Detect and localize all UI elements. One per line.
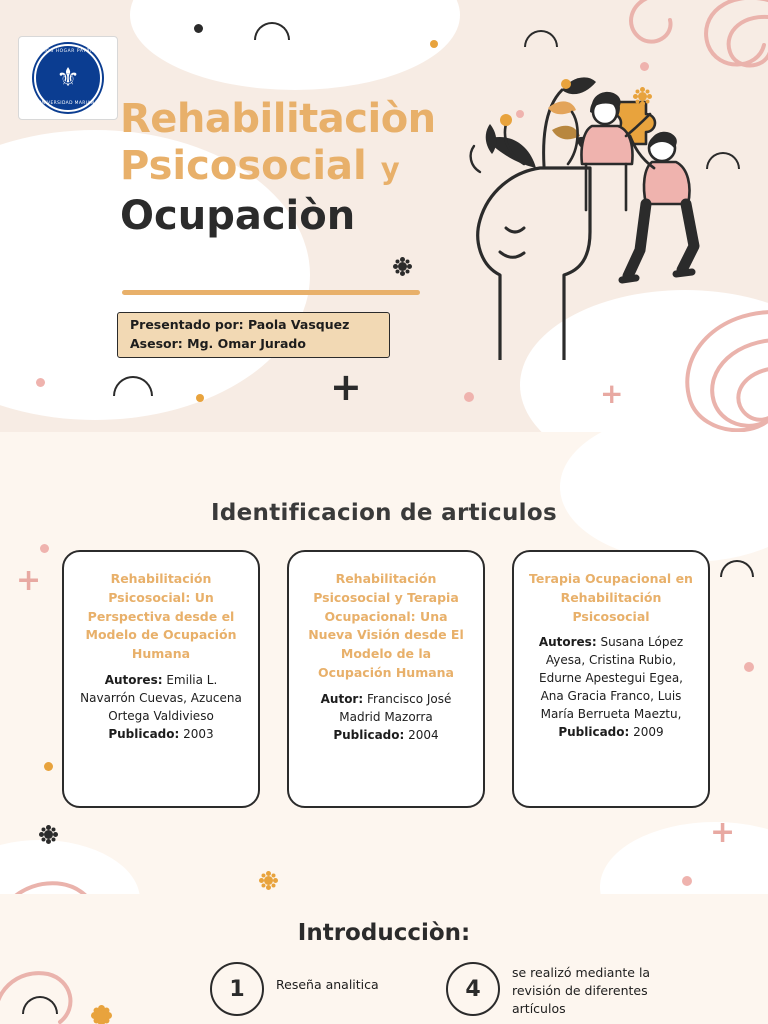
decor-blob: [560, 432, 768, 562]
dot-decor: [44, 762, 53, 771]
dot-decor: [464, 392, 474, 402]
authors-label: Autor:: [320, 691, 364, 706]
authors-label: Autores:: [538, 635, 597, 650]
dot-decor: [36, 378, 45, 387]
dot-decor: [430, 40, 438, 48]
authors-label: Autores:: [104, 672, 163, 687]
articles-card-list: [62, 550, 710, 808]
article-title: Rehabilitación Psicosocial y Terapia Ocupacional: Una Nueva Visión desde El Modelo de la Ocupación Humana: [308, 571, 464, 680]
head-puzzle-illustration: [440, 60, 760, 360]
article-card: [287, 550, 485, 808]
plus-icon: +: [600, 377, 624, 410]
article-published: [78, 725, 244, 743]
article-title: Terapia Ocupacional en Rehabilitación Psicosocial: [529, 571, 693, 624]
slide-introduccion: [0, 894, 768, 1024]
intro-step: [446, 962, 652, 1018]
flower-icon: [638, 92, 647, 101]
authors-value: Francisco José Madrid Mazorra: [339, 691, 452, 724]
fleur-de-lis-icon: ⚜: [56, 63, 80, 93]
dot-decor: [194, 24, 203, 33]
step-number: 4: [446, 962, 500, 1016]
logo-top-text: DIOS HOGAR PATRIA: [40, 49, 96, 54]
published-label: Publicado:: [333, 727, 405, 742]
decor-swirl: [0, 822, 150, 894]
authors-value: Susana López Ayesa, Cristina Rubio, Edurne Apestegui Egea, Ana Gracia Franco, Luis María Berrueta Maeztu,: [539, 635, 684, 722]
logo-bottom-text: UNIVERSIDAD MARIANA: [38, 101, 98, 106]
published-value: 2009: [633, 725, 664, 740]
advisor-text: Asesor: Mg. Omar Jurado: [130, 336, 306, 351]
slide-title: [0, 0, 768, 432]
university-logo: [18, 36, 118, 120]
published-label: Publicado:: [558, 725, 630, 740]
dot-decor: [744, 662, 754, 672]
authors-value: Emilia L. Navarrón Cuevas, Azucena Ortega Valdivieso: [80, 672, 242, 723]
dot-decor: [40, 544, 49, 553]
article-card: [512, 550, 710, 808]
intro-step: [210, 962, 379, 1016]
section-heading: Introducciòn:: [297, 920, 471, 946]
article-authors: [303, 690, 469, 726]
published-value: 2004: [408, 727, 439, 742]
presented-by-text: Presentado por: Paola Vasquez: [130, 317, 350, 333]
step-text: se realizó mediante la revisión de diferentes artículos: [512, 965, 651, 1017]
decor-blob: [130, 0, 460, 90]
published-value: 2003: [183, 726, 214, 741]
flower-icon: [264, 876, 273, 885]
logo-emblem: [34, 44, 102, 112]
plus-icon: +: [710, 815, 736, 850]
title-line-2-main: Psicosocial: [120, 143, 367, 190]
flower-icon: [44, 830, 53, 839]
cloud-icon: [720, 560, 754, 577]
step-text: Reseña analitica: [276, 977, 379, 992]
dot-decor: [516, 110, 524, 118]
title-conjunction: y: [380, 152, 400, 187]
step-number: 1: [210, 962, 264, 1016]
section-heading: Identificacion de articulos: [211, 500, 557, 526]
article-authors: [528, 633, 694, 723]
title-line-1: Rehabilitaciòn: [120, 96, 436, 142]
article-authors: [78, 671, 244, 725]
plus-icon: +: [330, 365, 362, 409]
plus-icon: +: [16, 563, 42, 598]
article-title: Rehabilitación Psicosocial: Un Perspectiva desde el Modelo de Ocupación Humana: [85, 571, 237, 661]
dot-decor: [682, 876, 692, 886]
published-label: Publicado:: [108, 726, 180, 741]
cloud-icon: [524, 30, 558, 47]
title-underline: [122, 290, 420, 295]
presenter-badge: [117, 312, 390, 358]
slide-identificacion: [0, 432, 768, 894]
article-published: [528, 723, 694, 741]
dot-decor: [640, 62, 649, 71]
dot-decor: [196, 394, 204, 402]
article-published: [303, 726, 469, 744]
article-card: [62, 550, 260, 808]
flower-icon: [398, 262, 407, 271]
title-line-3: Ocupaciòn: [120, 193, 356, 240]
decor-swirl: [0, 942, 100, 1024]
